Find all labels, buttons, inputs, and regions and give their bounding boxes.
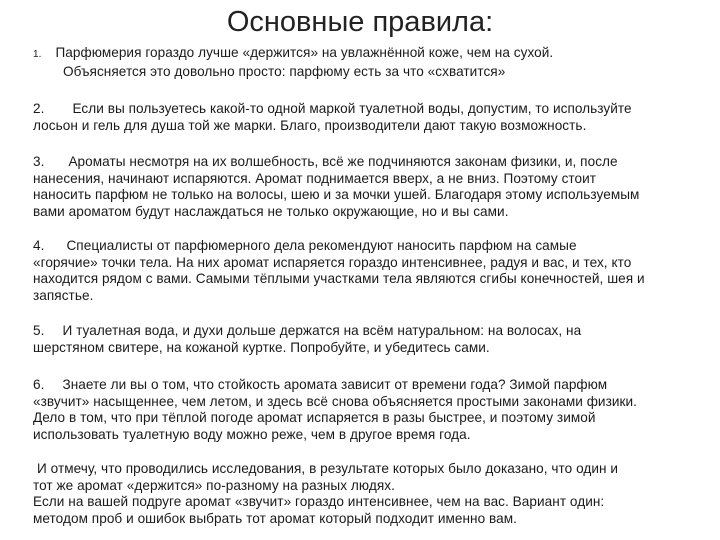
- rule-6-line-2: «звучит» насыщеннее, чем летом, и здесь всё снова объясняется простыми законами физики.: [33, 393, 637, 409]
- rule-3-number: 3.: [33, 154, 45, 169]
- rule-4-text-1: Специалисты от парфюмерного дела рекомендуют наносить парфюм на самые: [66, 238, 577, 253]
- rule-1-text-2: Объясняется это довольно просто: парфюму есть за что «схватится»: [63, 63, 506, 79]
- rule-1-line-1: [33, 45, 688, 64]
- rule-2-line-1: [33, 101, 688, 118]
- rule-3-line-1: [33, 154, 688, 171]
- rule-6-line-4: использовать туалетную воду можно реже, чем в другое время года.: [33, 426, 471, 442]
- rule-1-line-2: [33, 64, 688, 81]
- rule-3-line-2: нанесения, начинают испаряются. Аромат поднимается вверх, а не вниз. Поэтому стоит: [33, 170, 597, 186]
- rule-5: [33, 323, 688, 356]
- rule-1-text-1: Парфюмерия гораздо лучше «держится» на увлажнённой коже, чем на сухой.: [55, 45, 554, 60]
- rule-2-text-1: Если вы пользуетесь какой-то одной маркой туалетной воды, допустим, то используйте: [72, 101, 632, 116]
- rule-4-line-4: запястье.: [33, 287, 94, 303]
- rule-2-number: 2.: [33, 101, 45, 116]
- rule-6-number: 6.: [33, 377, 45, 392]
- rule-5-number: 5.: [33, 323, 45, 338]
- rule-4-line-1: [33, 238, 688, 255]
- closing-note: [33, 461, 688, 527]
- rule-4-line-3: находится рядом с вами. Самыми тёплыми участками тела являются сгибы конечностей, шея и: [33, 271, 645, 287]
- rule-3-line-4: вами ароматом будут наслаждаться не только окружающие, но и вы сами.: [33, 203, 509, 219]
- closing-line-1: [33, 461, 688, 478]
- rule-5-line-1: [33, 323, 688, 340]
- rule-5-text-1: И туалетная вода, и духи дольше держатся на всём натуральном: на волосах, на: [62, 323, 582, 338]
- rule-3: [33, 154, 688, 220]
- rule-4-number: 4.: [33, 238, 45, 253]
- slide-title: Основные правила:: [226, 6, 494, 38]
- rule-1-number: 1.: [33, 49, 42, 60]
- closing-text-1: И отмечу, что проводились исследования, в результате которых было доказано, что один и: [37, 461, 619, 476]
- closing-line-4: методом проб и ошибок выбрать тот аромат который подходит именно вам.: [33, 510, 517, 526]
- closing-line-2: тот же аромат «держится» по-разному на разных людях.: [33, 477, 395, 493]
- closing-line-3: Если на вашей подруге аромат «звучит» гораздо интенсивнее, чем на вас. Вариант один:: [33, 494, 605, 510]
- rule-1: [33, 45, 688, 80]
- rule-4-line-2: «горячие» точки тела. На них аромат испаряется гораздо интенсивнее, радуя и вас, и тех, кто: [33, 254, 632, 270]
- rule-3-text-1: Ароматы несмотря на их волшебность, всё же подчиняются законам физики, и, после: [68, 154, 618, 169]
- rule-6: [33, 377, 688, 443]
- rule-4: [33, 238, 688, 304]
- rule-2: [33, 101, 688, 134]
- rule-6-line-3: Дело в том, что при тёплой погоде аромат испаряется в разы быстрее, и поэтому зимой: [33, 410, 596, 426]
- rule-6-line-1: [33, 377, 688, 394]
- rule-6-text-1: Знаете ли вы о том, что стойкость аромата зависит от времени года? Зимой парфюм: [62, 377, 608, 392]
- rule-2-line-2: лосьон и гель для душа той же марки. Благо, производители дают такую возможность.: [33, 117, 587, 133]
- rule-3-line-3: наносить парфюм не только на волосы, шею и за мочки ушей. Благодаря этому используемым: [33, 187, 640, 203]
- rule-5-line-2: шерстяном свитере, на кожаной куртке. Попробуйте, и убедитесь сами.: [33, 339, 490, 355]
